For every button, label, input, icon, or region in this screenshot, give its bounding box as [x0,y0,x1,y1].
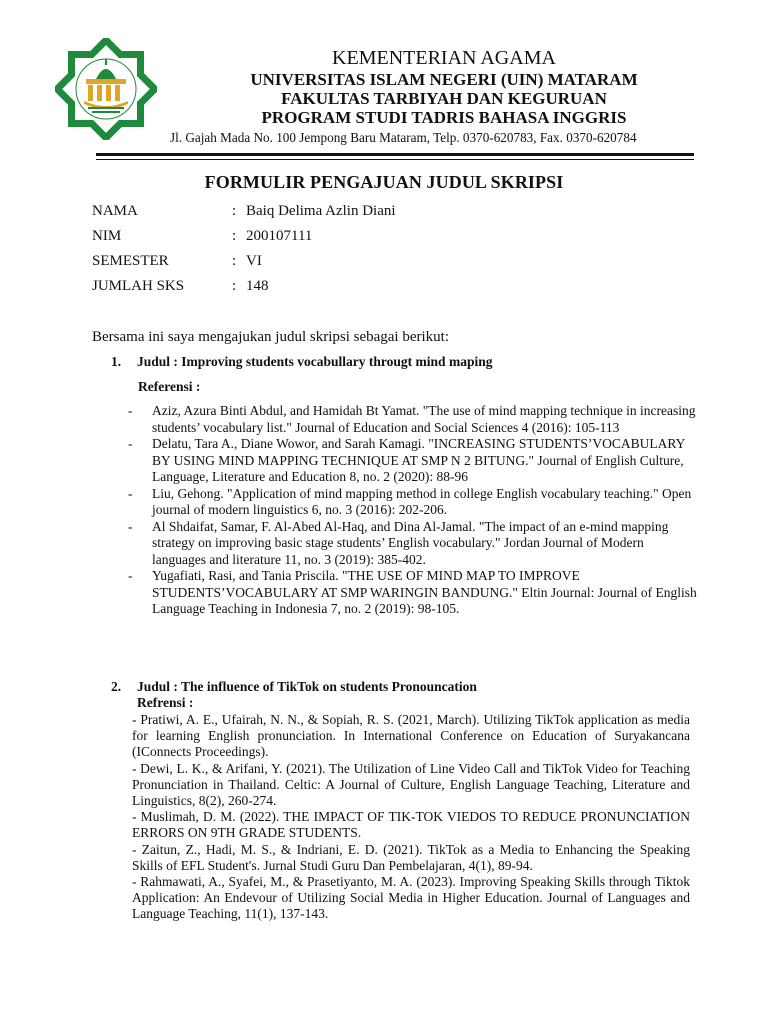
separator: : [232,203,237,219]
identity-row-nim [92,226,592,246]
separator: : [232,228,237,244]
section-1-references [128,403,698,618]
uin-mataram-emblem-icon [55,38,157,140]
reference-text: Al Shdaifat, Samar, F. Al-Abed Al-Haq, and Dina Al-Jamal. "The impact of an e-mind mapping strategy on improving basic stage students’ English vocabulary." Jordan Journal of Modern languages and literature 11, no. 3 (2019): 385-402. [152,518,669,567]
identity-row-sks [92,276,592,296]
university-name: UNIVERSITAS ISLAM NEGERI (UIN) MATARAM [250,70,638,89]
semester-label: SEMESTER [92,253,169,269]
list-item: - Muslimah, D. M. (2022). THE IMPACT OF TIK-TOK VIEDOS TO REDUCE PRONUNCIATION ERRORS ON 9TH GRADE STUDENTS. [132,809,690,841]
section-2-references [132,712,690,923]
section-1-title: Judul : Improving students vocabullary througt mind maping [137,354,493,369]
dash-bullet: - [128,568,133,583]
section-1-number: 1. [111,354,122,369]
dash-bullet: - [128,403,133,418]
list-item: - Zaitun, Z., Hadi, M. S., & Indriani, E. D. (2021). TikTok as a Media to Enhancing the Speaking Skills of EFL Student's. Jurnal Studi Guru Dan Pembelajaran, 4(1), 89-94. [132,841,690,873]
list-item [128,486,698,519]
list-item [128,568,698,618]
dash-bullet: - [128,485,133,501]
reference-text: Delatu, Tara A., Diane Wowor, and Sarah Kamagi. "INCREASING STUDENTS’VOCABULARY BY USING MIND MAPPING TECHNIQUE AT SMP N 2 BITUNG." Journal of English Culture, Language, Literature and Education 8, no. 2 (2020): 88-96 [152,436,685,484]
separator: : [232,278,237,294]
list-item [128,519,698,569]
nama-value: Baiq Delima Azlin Diani [246,203,396,219]
identity-row-semester [92,251,592,271]
uin-mataram-logo [55,38,157,140]
reference-text: Aziz, Azura Binti Abdul, and Hamidah Bt Yamat. "The use of mind mapping technique in increasing students’ vocabulary list." Journal of Education and Social Sciences 4 (2016): 105-113 [152,403,696,435]
nama-label: NAMA [92,203,138,219]
form-title: FORMULIR PENGAJUAN JUDUL SKRIPSI [204,172,564,192]
semester-value: VI [246,253,262,269]
sks-label: JUMLAH SKS [92,278,185,294]
faculty-name: FAKULTAS TARBIYAH DAN KEGURUAN [281,89,607,108]
reference-text: Yugafiati, Rasi, and Tania Priscila. "THE USE OF MIND MAP TO IMPROVE STUDENTS’VOCABULARY AT SMP WARINGIN BANDUNG." Eltin Journal: Journal of English Language Teaching in Indonesia 7, no. 2 (2019): 98-105. [152,568,697,616]
ministry-name: KEMENTERIAN AGAMA [332,47,556,69]
dash-bullet: - [128,518,133,534]
list-item: - Dewi, L. K., & Arifani, Y. (2021). The Utilization of Line Video Call and TikTok Video for Teaching Pronunciation in Thailand. Celtic: A Journal of Culture, English Language Teaching, Literature and Linguistics, 8(2), 260-274. [132,760,690,809]
section-2-number: 2. [111,679,122,694]
section-1-ref-heading: Referensi : [138,379,201,394]
sks-value: 148 [246,278,269,294]
list-item [128,403,698,436]
list-item: - Pratiwi, A. E., Ufairah, N. N., & Sopiah, R. S. (2021, March). Utilizing TikTok application as media for learning English pronunciation. In International Conference on Education of Suryakancana (IConnects Proceedings). [132,712,690,760]
letterhead-divider-thick [96,153,694,156]
reference-text: Liu, Gehong. "Application of mind mapping method in college English vocabulary teaching." Open journal of modern linguistics 6, no. 3 (2016): 202-206. [152,485,692,517]
nim-label: NIM [92,228,122,244]
letterhead [160,46,728,127]
section-2-title: Judul : The influence of TikTok on students Pronouncation [137,679,477,694]
program-name: PROGRAM STUDI TADRIS BAHASA INGGRIS [261,108,627,127]
list-item: - Rahmawati, A., Syafei, M., & Prasetiyanto, M. A. (2023). Improving Speaking Skills through Tiktok Application: An Endevour of Utilizing Social Media in Higher Education. Journal of Languages and Language Teaching, 11(1), 137-143. [132,874,690,922]
separator: : [232,253,237,269]
letterhead-address: Jl. Gajah Mada No. 100 Jempong Baru Mataram, Telp. 0370-620783, Fax. 0370-620784 [170,130,637,145]
list-item [128,436,698,486]
letterhead-divider-thin [96,159,694,160]
nim-value: 200107111 [246,228,313,244]
dash-bullet: - [128,436,133,451]
intro-text: Bersama ini saya mengajukan judul skripsi sebagai berikut: [92,329,449,345]
section-2-ref-heading: Refrensi : [137,695,194,710]
identity-row-nama [92,201,592,221]
